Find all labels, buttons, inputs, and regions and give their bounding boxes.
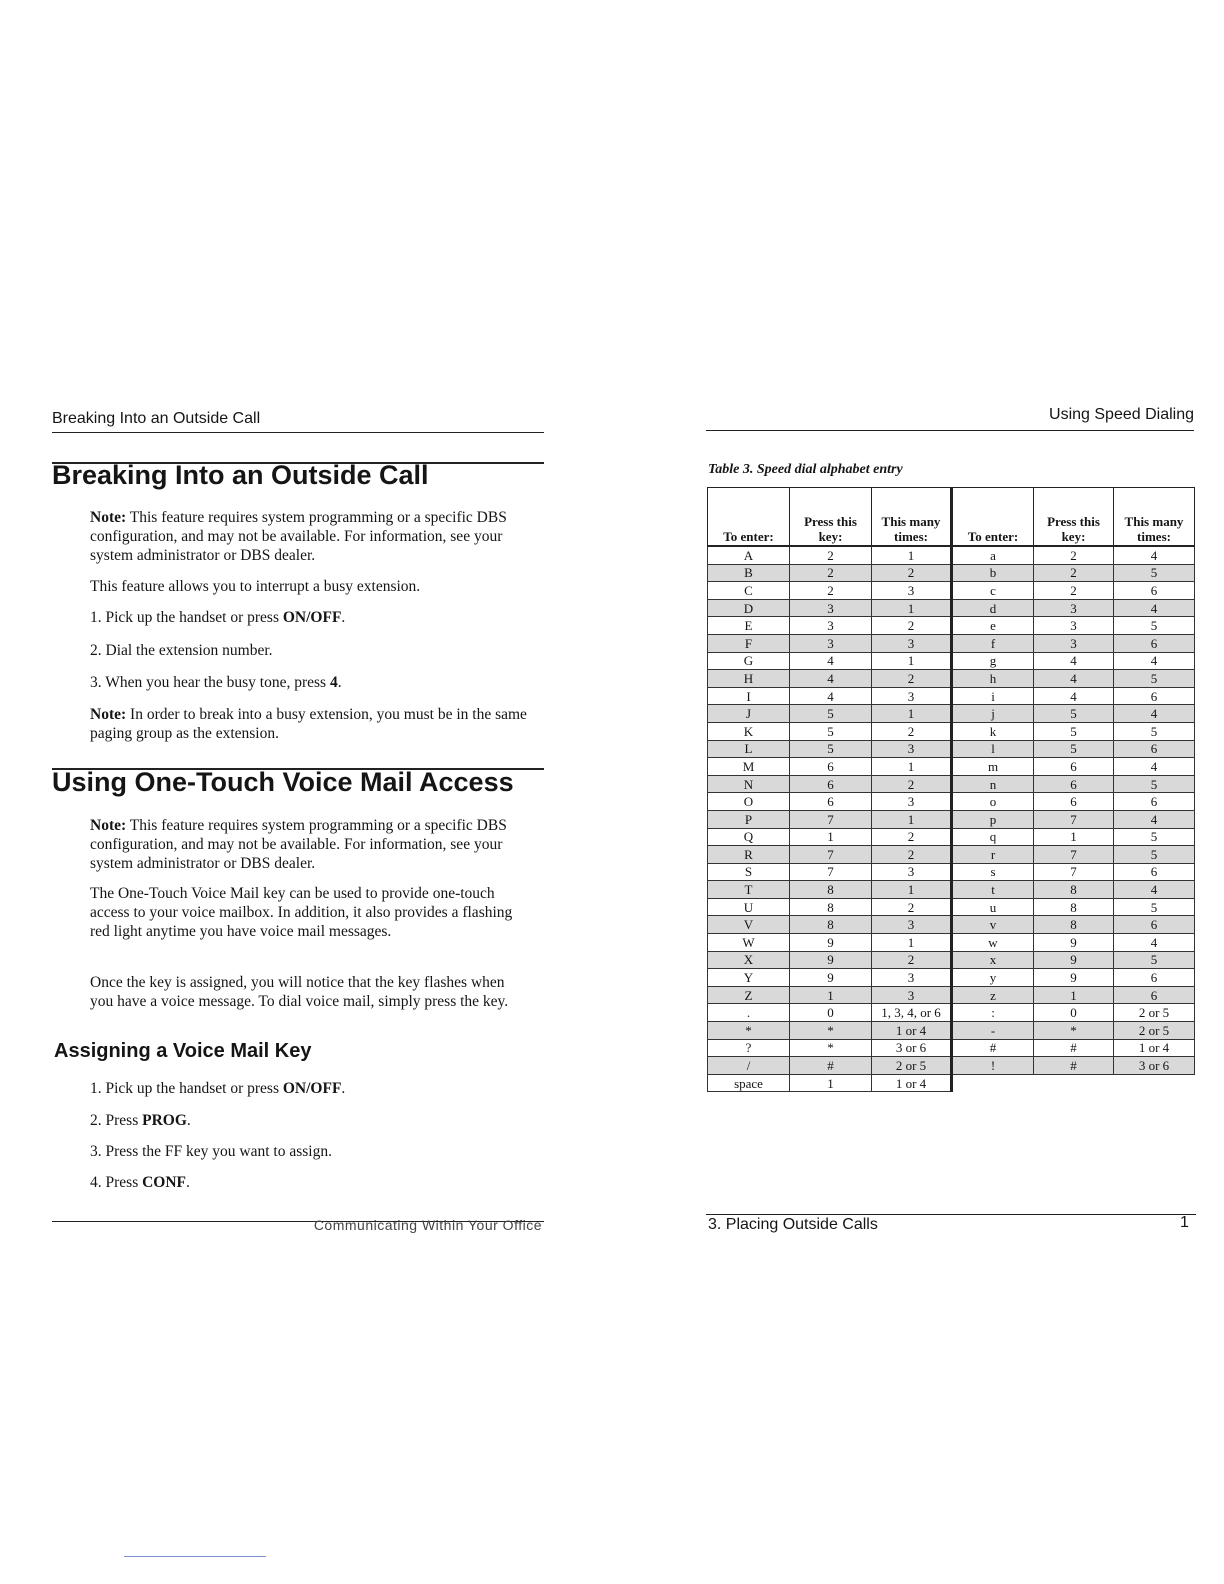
table-cell: 2 [872, 898, 952, 916]
table-row [708, 793, 1195, 811]
note-label: Note: [90, 706, 127, 723]
table-cell: 5 [1114, 951, 1195, 969]
table-cell: i [952, 687, 1034, 705]
table-cell: J [708, 705, 790, 723]
table-cell: I [708, 687, 790, 705]
table-cell: 3 [872, 634, 952, 652]
table-cell: 9 [1034, 934, 1114, 952]
assign-step-4 [90, 1173, 540, 1192]
step-text: Dial the extension number. [105, 642, 273, 659]
table-cell: 2 [872, 846, 952, 864]
table-cell: 2 [872, 828, 952, 846]
table-cell: 1 [872, 934, 952, 952]
table-cell: 4 [1114, 810, 1195, 828]
table-row [708, 934, 1195, 952]
table-cell: G [708, 652, 790, 670]
table-cell: u [952, 898, 1034, 916]
table-row [708, 986, 1195, 1004]
table-cell: a [952, 546, 1034, 564]
table-cell: 9 [790, 951, 872, 969]
note-label: Note: [90, 509, 127, 526]
table-cell: * [1034, 1022, 1114, 1040]
step-number: 1. [90, 609, 102, 626]
table-cell: 5 [790, 722, 872, 740]
table-cell: 0 [1034, 1004, 1114, 1022]
note-voice-mail [90, 816, 540, 873]
step-end: . [186, 1112, 191, 1129]
table-cell: l [952, 740, 1034, 758]
table-cell: 4 [1114, 758, 1195, 776]
step-text: When you hear the busy tone, press [105, 674, 330, 691]
table-cell [1034, 1074, 1114, 1092]
table-cell: space [708, 1074, 790, 1092]
table-cell: C [708, 582, 790, 600]
step-number: 2. [90, 1112, 102, 1129]
step-number: 2. [90, 642, 102, 659]
table-cell: o [952, 793, 1034, 811]
table-cell: 6 [1034, 758, 1114, 776]
step-end: . [341, 1080, 346, 1097]
col-header: To enter: [952, 488, 1034, 547]
table-row [708, 898, 1195, 916]
table-cell: 2 [1034, 582, 1114, 600]
table-cell: 3 [872, 740, 952, 758]
table-cell: 0 [790, 1004, 872, 1022]
note-text: This feature requires system programming or a specific DBS configuration, and may not be available. For information, see your system administrator or DBS dealer. [90, 817, 507, 872]
table-cell: v [952, 916, 1034, 934]
table-row [708, 687, 1195, 705]
table-row [708, 740, 1195, 758]
table-cell: d [952, 599, 1034, 617]
table-cell: 6 [1114, 687, 1195, 705]
table-cell: K [708, 722, 790, 740]
table-cell: j [952, 705, 1034, 723]
table-cell: * [708, 1022, 790, 1040]
col-header: This many times: [872, 488, 952, 547]
scan-mark [124, 1556, 266, 1557]
table-cell: 1 [872, 705, 952, 723]
table-cell: 6 [1114, 740, 1195, 758]
table-cell: 5 [1114, 898, 1195, 916]
table-cell: 3 [872, 969, 952, 987]
table-cell: 5 [1114, 828, 1195, 846]
footer-right: 3. Placing Outside Calls [708, 1216, 878, 1233]
table-cell: 4 [1114, 705, 1195, 723]
table-cell: 5 [790, 740, 872, 758]
step-key: 4 [329, 674, 338, 691]
footer-left: Communicating Within Your Office [313, 1217, 542, 1233]
table-cell: 7 [790, 846, 872, 864]
step-text: Press [105, 1174, 143, 1191]
step-number: 3. [90, 674, 102, 691]
table-row [708, 863, 1195, 881]
table-row [708, 670, 1195, 688]
intro-paragraph: This feature allows you to interrupt a busy extension. [90, 578, 421, 595]
table-row [708, 775, 1195, 793]
step-text: Press [105, 1112, 143, 1129]
table-cell: 5 [1034, 740, 1114, 758]
table-cell: 4 [1114, 881, 1195, 899]
header-rule-left [52, 432, 544, 433]
table-cell: 2 or 5 [1114, 1022, 1195, 1040]
table-cell: m [952, 758, 1034, 776]
table-row [708, 951, 1195, 969]
table-cell: B [708, 564, 790, 582]
table-row [708, 758, 1195, 776]
table-cell: 3 [1034, 634, 1114, 652]
assign-step-3 [90, 1142, 540, 1161]
table-cell: 3 [790, 634, 872, 652]
table-row [708, 1004, 1195, 1022]
table-cell: 6 [790, 758, 872, 776]
table-cell: 2 [872, 564, 952, 582]
table-cell: 4 [790, 687, 872, 705]
table-cell: P [708, 810, 790, 828]
table-cell: 2 [1034, 564, 1114, 582]
table-cell: t [952, 881, 1034, 899]
table-cell: e [952, 617, 1034, 635]
paragraph-key-flashes: Once the key is assigned, you will notice that the key flashes when you have a voice message. To dial voice mail, simply press the key. [90, 974, 509, 1010]
table-row [708, 1057, 1195, 1075]
table-cell: 3 [872, 986, 952, 1004]
table-cell: 8 [790, 881, 872, 899]
table-cell: X [708, 951, 790, 969]
table-cell: 9 [790, 934, 872, 952]
table-cell: N [708, 775, 790, 793]
table-cell: 3 [790, 599, 872, 617]
footer-rule-right [706, 1214, 1196, 1215]
table-cell: E [708, 617, 790, 635]
table-cell: 7 [1034, 863, 1114, 881]
table-cell: 9 [790, 969, 872, 987]
table-cell: 5 [1114, 564, 1195, 582]
table-cell: 5 [1114, 722, 1195, 740]
table-cell: 1 or 4 [872, 1074, 952, 1092]
table-row [708, 617, 1195, 635]
step-2 [90, 641, 540, 660]
table-cell: 6 [1114, 634, 1195, 652]
step-text: Press the FF key you want to assign. [105, 1143, 332, 1160]
table-cell: 5 [1034, 705, 1114, 723]
table-cell: 2 [872, 951, 952, 969]
table-cell: U [708, 898, 790, 916]
note-text: This feature requires system programming or a specific DBS configuration, and may not be available. For information, see your system administrator or DBS dealer. [90, 509, 507, 564]
table-cell: R [708, 846, 790, 864]
note-label: Note: [90, 817, 127, 834]
table-cell [952, 1074, 1034, 1092]
table-cell: 9 [1034, 951, 1114, 969]
table-cell: 3 [872, 916, 952, 934]
table-row [708, 810, 1195, 828]
step-text: Pick up the handset or press [105, 1080, 283, 1097]
table-cell: 3 [1034, 617, 1114, 635]
table-cell: F [708, 634, 790, 652]
table-cell: Y [708, 969, 790, 987]
table-cell: z [952, 986, 1034, 1004]
step-end: . [341, 609, 346, 626]
table-row [708, 705, 1195, 723]
table-cell: 1 [1034, 986, 1114, 1004]
table-cell: g [952, 652, 1034, 670]
table-cell: 1 [790, 1074, 872, 1092]
speed-dial-alphabet-table [707, 487, 1195, 1092]
table-cell: 9 [1034, 969, 1114, 987]
table-cell: 1 or 4 [1114, 1039, 1195, 1057]
step-key: CONF [142, 1174, 187, 1191]
table-row [708, 916, 1195, 934]
step-text: Pick up the handset or press [105, 609, 283, 626]
table-cell: M [708, 758, 790, 776]
header-rule-right [706, 430, 1194, 431]
table-cell: # [1034, 1057, 1114, 1075]
table-cell: 4 [790, 670, 872, 688]
table-cell: 3 [872, 687, 952, 705]
table-cell: 4 [1114, 546, 1195, 564]
note-breaking-in [90, 508, 540, 565]
step-number: 1. [90, 1080, 102, 1097]
table-cell: 1 [790, 986, 872, 1004]
step-key: ON/OFF [282, 1080, 342, 1097]
table-caption: Table 3. Speed dial alphabet entry [708, 462, 903, 477]
table-cell: h [952, 670, 1034, 688]
table-cell: 3 [872, 793, 952, 811]
table-cell: n [952, 775, 1034, 793]
table-cell: 6 [790, 793, 872, 811]
table-cell: L [708, 740, 790, 758]
table-row [708, 652, 1195, 670]
table-cell: 8 [1034, 898, 1114, 916]
table-cell: Q [708, 828, 790, 846]
step-1 [90, 608, 540, 627]
step-number: 4. [90, 1174, 102, 1191]
table-cell: 3 [790, 617, 872, 635]
table-cell: 2 [790, 582, 872, 600]
table-cell: * [790, 1022, 872, 1040]
table-cell: 2 [872, 775, 952, 793]
table-cell: 3 [872, 582, 952, 600]
table-cell: T [708, 881, 790, 899]
table-cell: w [952, 934, 1034, 952]
table-cell: 6 [1114, 916, 1195, 934]
subheading-assigning-key: Assigning a Voice Mail Key [54, 1040, 312, 1062]
table-cell: 4 [1114, 934, 1195, 952]
table-cell: 1 or 4 [872, 1022, 952, 1040]
table-cell: - [952, 1022, 1034, 1040]
table-cell: 4 [1114, 599, 1195, 617]
table-cell: 6 [1114, 793, 1195, 811]
table-cell: 1, 3, 4, or 6 [872, 1004, 952, 1022]
table-cell: 5 [1034, 722, 1114, 740]
table-cell: 2 or 5 [1114, 1004, 1195, 1022]
table-cell: 2 [1034, 546, 1114, 564]
table-cell: # [952, 1039, 1034, 1057]
speed-dial-table [707, 487, 1194, 1092]
table-cell: 2 [790, 546, 872, 564]
step-key: PROG [142, 1112, 187, 1129]
running-header-left: Breaking Into an Outside Call [52, 410, 261, 427]
table-cell: 3 [1034, 599, 1114, 617]
table-cell: 1 [872, 810, 952, 828]
table-cell: x [952, 951, 1034, 969]
table-cell: 7 [790, 810, 872, 828]
table-cell: # [790, 1057, 872, 1075]
table-cell: 8 [1034, 881, 1114, 899]
table-cell: 1 [872, 652, 952, 670]
table-row [708, 846, 1195, 864]
table-cell: 8 [790, 916, 872, 934]
col-header: Press this key: [790, 488, 872, 547]
table-cell: 6 [790, 775, 872, 793]
table-cell: 7 [1034, 810, 1114, 828]
table-cell: 4 [1034, 687, 1114, 705]
table-cell: 1 [790, 828, 872, 846]
table-cell: 5 [1114, 846, 1195, 864]
table-cell: 7 [790, 863, 872, 881]
table-row [708, 722, 1195, 740]
table-cell: # [1034, 1039, 1114, 1057]
table-cell: 7 [1034, 846, 1114, 864]
table-cell: 6 [1114, 582, 1195, 600]
table-cell: S [708, 863, 790, 881]
table-row [708, 828, 1195, 846]
table-cell: k [952, 722, 1034, 740]
col-header: Press this key: [1034, 488, 1114, 547]
table-cell: W [708, 934, 790, 952]
table-cell: 6 [1034, 793, 1114, 811]
table-row [708, 1022, 1195, 1040]
table-cell: b [952, 564, 1034, 582]
table-cell: 3 [872, 863, 952, 881]
section-title-breaking-in: Breaking Into an Outside Call [52, 460, 429, 490]
table-cell: 2 [872, 617, 952, 635]
table-cell: H [708, 670, 790, 688]
table-cell: 2 or 5 [872, 1057, 952, 1075]
running-header-right: Using Speed Dialing [1049, 406, 1194, 423]
table-cell: 8 [790, 898, 872, 916]
table-cell: 5 [1114, 670, 1195, 688]
table-cell: 1 [872, 758, 952, 776]
step-key: ON/OFF [282, 609, 342, 626]
step-end: . [337, 674, 342, 691]
table-cell: 8 [1034, 916, 1114, 934]
table-cell: 5 [790, 705, 872, 723]
table-cell: O [708, 793, 790, 811]
note-paging-group [90, 705, 540, 743]
table-cell: ? [708, 1039, 790, 1057]
table-cell: p [952, 810, 1034, 828]
table-cell: 1 [872, 546, 952, 564]
page-number: 1 [1180, 1214, 1189, 1231]
table-cell: 2 [790, 564, 872, 582]
table-cell: 5 [1114, 775, 1195, 793]
table-cell: * [790, 1039, 872, 1057]
table-cell: . [708, 1004, 790, 1022]
table-row [708, 969, 1195, 987]
table-row [708, 564, 1195, 582]
table-cell: A [708, 546, 790, 564]
assign-step-1 [90, 1079, 540, 1098]
table-cell: : [952, 1004, 1034, 1022]
table-row [708, 1074, 1195, 1092]
table-cell: 6 [1114, 969, 1195, 987]
table-row [708, 582, 1195, 600]
table-cell: 6 [1114, 986, 1195, 1004]
table-cell: ! [952, 1057, 1034, 1075]
table-cell: Z [708, 986, 790, 1004]
table-cell: 4 [1034, 670, 1114, 688]
table-cell: 3 or 6 [872, 1039, 952, 1057]
table-cell: f [952, 634, 1034, 652]
table-cell: 1 [872, 881, 952, 899]
table-row [708, 881, 1195, 899]
section-title-voice-mail: Using One-Touch Voice Mail Access [52, 767, 514, 797]
table-row [708, 599, 1195, 617]
table-cell: 4 [1034, 652, 1114, 670]
table-cell: r [952, 846, 1034, 864]
table-cell: 1 [872, 599, 952, 617]
col-header: This many times: [1114, 488, 1195, 547]
table-cell: 4 [1114, 652, 1195, 670]
step-end: . [186, 1174, 190, 1191]
step-number: 3. [90, 1143, 102, 1160]
table-row [708, 1039, 1195, 1057]
step-3 [90, 673, 540, 692]
table-cell: / [708, 1057, 790, 1075]
col-header: To enter: [708, 488, 790, 547]
table-cell: 3 or 6 [1114, 1057, 1195, 1075]
table-row [708, 546, 1195, 564]
table-cell: 4 [790, 652, 872, 670]
table-cell: D [708, 599, 790, 617]
table-cell: 2 [872, 670, 952, 688]
table-cell [1114, 1074, 1195, 1092]
table-cell: 6 [1034, 775, 1114, 793]
paragraph-voice-mail-key: The One-Touch Voice Mail key can be used to provide one-touch access to your voice mailbox. In addition, it also provides a flashing red light anytime you have voice mail messages. [90, 885, 513, 940]
table-cell: 2 [872, 722, 952, 740]
table-row [708, 634, 1195, 652]
table-cell: s [952, 863, 1034, 881]
table-cell: y [952, 969, 1034, 987]
table-cell: c [952, 582, 1034, 600]
table-cell: 1 [1034, 828, 1114, 846]
assign-step-2 [90, 1111, 540, 1130]
table-cell: 5 [1114, 617, 1195, 635]
table-cell: q [952, 828, 1034, 846]
table-header-row [708, 488, 1195, 547]
note-text: In order to break into a busy extension, you must be in the same paging group as the extension. [90, 706, 527, 742]
table-cell: 6 [1114, 863, 1195, 881]
table-body [708, 546, 1195, 1092]
table-cell: V [708, 916, 790, 934]
